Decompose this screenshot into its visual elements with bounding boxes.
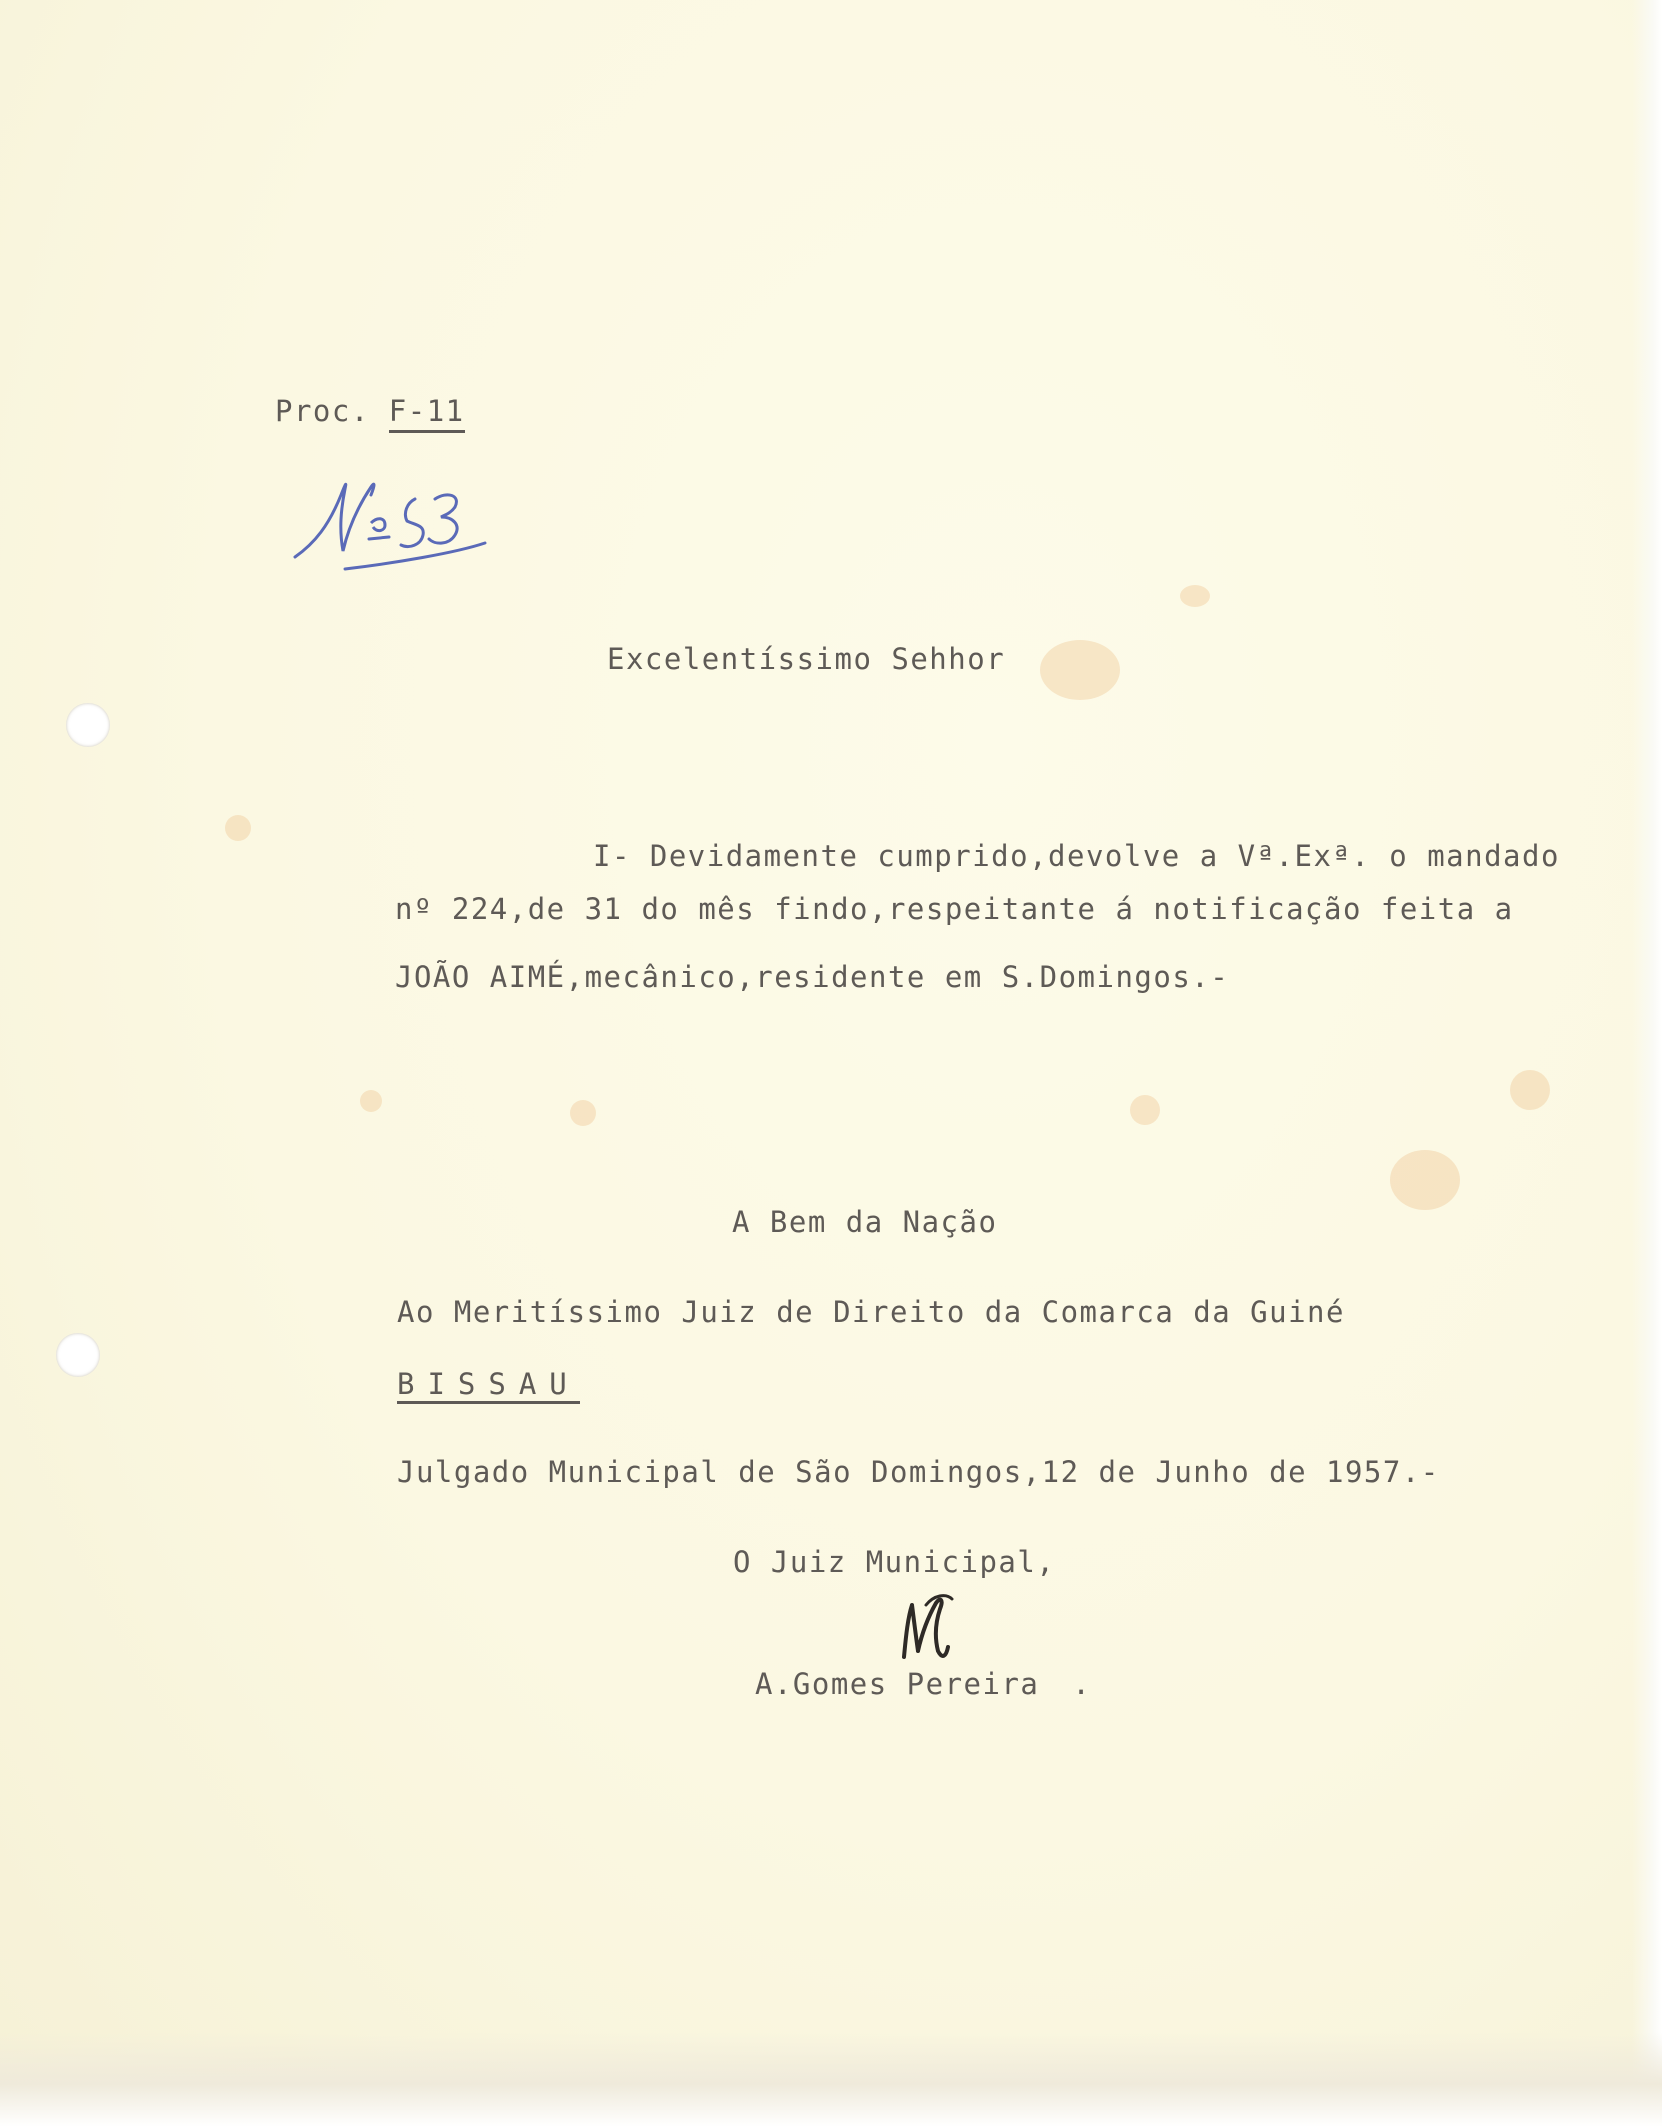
signer-title: O Juiz Municipal, xyxy=(733,1545,1056,1579)
body-line-2: nº 224,de 31 do mês findo,respeitante á notificação feita a xyxy=(395,892,1514,926)
paper-stain xyxy=(1180,585,1210,607)
paper-stain xyxy=(1510,1070,1550,1110)
punch-hole xyxy=(66,703,110,747)
signer-name-line xyxy=(755,1667,1092,1701)
body-line-3: JOÃO AIMÉ,mecânico,residente em S.Domingos.- xyxy=(395,960,1230,994)
addressee-city: BISSAU xyxy=(397,1370,580,1404)
addressee: Ao Meritíssimo Juiz de Direito da Comarca da Guiné xyxy=(397,1295,1345,1329)
process-label xyxy=(275,394,465,428)
paper-edge xyxy=(1632,0,1662,2127)
signer-name-trailing: . xyxy=(1072,1667,1092,1701)
paper-stain xyxy=(1040,640,1120,700)
process-number: F-11 xyxy=(389,394,465,433)
paper-stain xyxy=(225,815,251,841)
signer-name: A.Gomes Pereira xyxy=(755,1667,1040,1701)
handwritten-number-mark xyxy=(285,465,515,585)
paper-stain xyxy=(360,1090,382,1112)
paper-stain xyxy=(570,1100,596,1126)
place-and-date: Julgado Municipal de São Domingos,12 de Junho de 1957.- xyxy=(397,1455,1440,1489)
paper-fold xyxy=(0,2032,1662,2127)
paper-stain xyxy=(1390,1150,1460,1210)
salutation: Excelentíssimo Sehhor xyxy=(607,642,1006,676)
handwritten-number-text: Nº 53 xyxy=(285,465,288,466)
punch-hole xyxy=(56,1333,100,1377)
body-line-1: I- Devidamente cumprido,devolve a Vª.Exª. o mandado xyxy=(593,839,1560,873)
closing-formula: A Bem da Nação xyxy=(732,1205,998,1239)
paper-stain xyxy=(1130,1095,1160,1125)
process-prefix: Proc. xyxy=(275,394,370,428)
handwritten-signature xyxy=(890,1585,970,1675)
